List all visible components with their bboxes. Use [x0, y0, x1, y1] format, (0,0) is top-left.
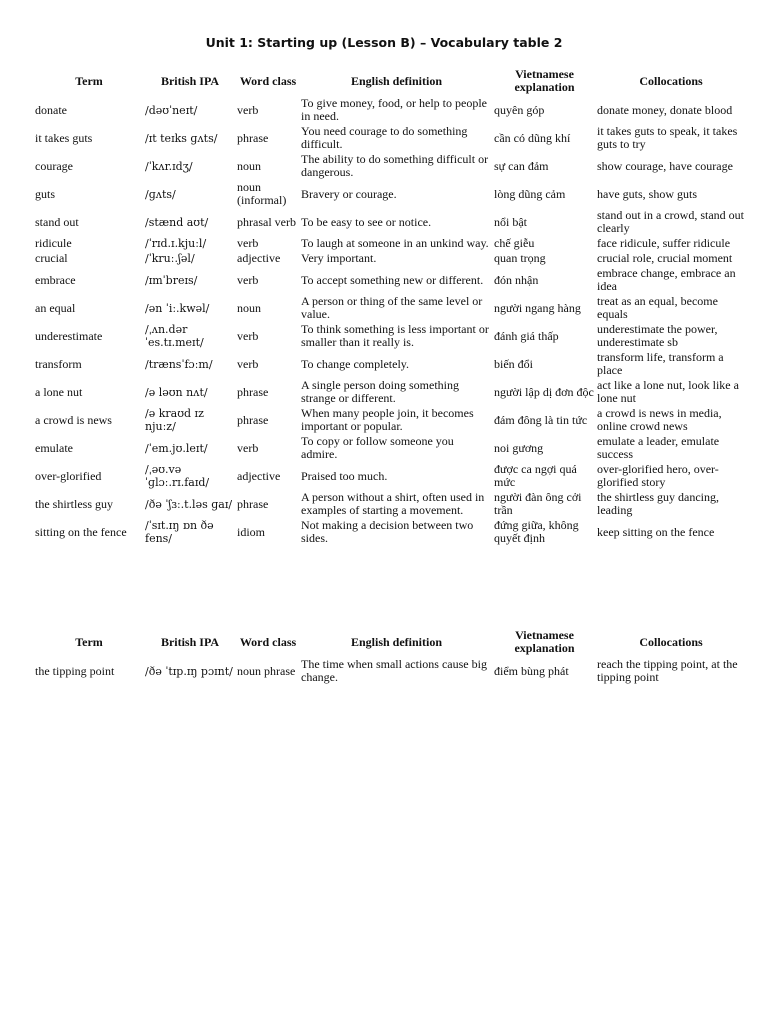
cell-vietnamese: cần có dũng khí — [494, 130, 571, 145]
table-header-row — [34, 66, 746, 96]
cell-ipa: /stænd aʊt/ — [145, 215, 209, 229]
table-row — [34, 208, 746, 236]
cell-collocations: show courage, have courage — [597, 158, 733, 173]
cell-ipa: /ɪmˈbreɪs/ — [145, 273, 198, 287]
cell-term: a lone nut — [35, 384, 83, 399]
cell-word-class: verb — [237, 102, 259, 117]
cell-ipa: /trænsˈfɔːm/ — [145, 357, 213, 371]
cell-definition: To accept something new or different. — [301, 272, 484, 287]
cell-vietnamese: chế giễu — [494, 236, 535, 250]
cell-definition: A person or thing of the same level or value. — [301, 294, 483, 321]
cell-term: donate — [35, 102, 67, 117]
cell-ipa: /ˌʌn.dərˈes.tɪ.meɪt/ — [145, 323, 204, 349]
table-row — [34, 124, 746, 152]
cell-definition: Praised too much. — [301, 468, 388, 483]
table-row — [34, 180, 746, 208]
cell-collocations: underestimate the power, underestimate sb — [597, 322, 718, 349]
table-row — [34, 657, 746, 685]
cell-definition: To think something is less important or smaller than it really is. — [301, 322, 489, 349]
header-definition: English definition — [350, 634, 443, 649]
cell-term: emulate — [35, 440, 73, 455]
cell-definition: You need courage to do something difficult. — [301, 124, 468, 151]
cell-term: ridicule — [35, 236, 72, 250]
header-word-class: Word class — [239, 73, 297, 88]
table-row — [34, 462, 746, 490]
header-vietnamese: Vietnamese explanation — [514, 628, 575, 655]
table-row — [34, 236, 746, 251]
cell-definition: Very important. — [301, 251, 377, 265]
cell-term: sitting on the fence — [35, 524, 127, 539]
cell-collocations: reach the tipping point, at the tipping point — [597, 657, 738, 684]
table-row — [34, 294, 746, 322]
cell-word-class: adjective — [237, 468, 281, 483]
cell-definition: Bravery or courage. — [301, 186, 397, 201]
cell-vietnamese: noi gương — [494, 440, 544, 455]
cell-vietnamese: người lập dị đơn độc — [494, 384, 594, 399]
table-row — [34, 96, 746, 124]
cell-vietnamese: người ngang hàng — [494, 300, 581, 315]
cell-vietnamese: quyên góp — [494, 102, 545, 117]
table-header-row — [34, 627, 746, 657]
cell-ipa: /ɡʌts/ — [145, 187, 176, 201]
cell-ipa: /dəʊˈneɪt/ — [145, 103, 198, 117]
cell-collocations: crucial role, crucial moment — [597, 251, 733, 265]
table-row — [34, 322, 746, 350]
table-row — [34, 406, 746, 434]
cell-collocations: the shirtless guy dancing, leading — [597, 490, 719, 517]
cell-collocations: donate money, donate blood — [597, 102, 733, 117]
cell-word-class: adjective — [237, 251, 281, 265]
cell-collocations: treat as an equal, become equals — [597, 294, 718, 321]
cell-word-class: phrase — [237, 412, 269, 427]
cell-vietnamese: đánh giá thấp — [494, 328, 559, 343]
cell-term: underestimate — [35, 328, 103, 343]
cell-definition: To change completely. — [301, 356, 410, 371]
header-term: Term — [75, 73, 103, 88]
cell-collocations: it takes guts to speak, it takes guts to try — [597, 124, 738, 151]
cell-vietnamese: đứng giữa, không quyết định — [494, 518, 579, 545]
cell-vietnamese: người đàn ông cởi trần — [494, 490, 582, 517]
table-row — [34, 490, 746, 518]
cell-definition: To laugh at someone in an unkind way. — [301, 236, 489, 250]
cell-word-class: phrase — [237, 496, 269, 511]
cell-ipa: /ˈkʌr.ɪdʒ/ — [145, 159, 193, 173]
cell-term: the shirtless guy — [35, 496, 113, 511]
cell-ipa: /ə ləʊn nʌt/ — [145, 385, 208, 399]
vocabulary-table — [34, 66, 746, 546]
cell-term: it takes guts — [35, 130, 93, 145]
cell-vietnamese: điểm bùng phát — [494, 663, 569, 678]
cell-term: a crowd is news — [35, 412, 112, 427]
header-vietnamese: Vietnamese explanation — [514, 67, 575, 94]
cell-ipa: /ən ˈiː.kwəl/ — [145, 301, 210, 315]
cell-term: transform — [35, 356, 82, 371]
cell-vietnamese: sự can đảm — [494, 158, 549, 173]
header-ipa: British IPA — [160, 73, 220, 88]
table-row — [34, 152, 746, 180]
cell-collocations: over-glorified hero, over-glorified story — [597, 462, 719, 489]
table-row — [34, 251, 746, 266]
header-definition: English definition — [350, 73, 443, 88]
cell-term: guts — [35, 186, 56, 201]
cell-word-class: verb — [237, 272, 259, 287]
cell-collocations: a crowd is news in media, online crowd news — [597, 406, 722, 433]
cell-definition: A person without a shirt, often used in examples of starting a movement. — [301, 490, 485, 517]
table-row — [34, 350, 746, 378]
cell-vietnamese: biến đổi — [494, 356, 533, 371]
cell-definition: A single person doing something strange or different. — [301, 378, 459, 405]
cell-word-class: verb — [237, 236, 259, 250]
header-collocations: Collocations — [639, 634, 703, 649]
cell-ipa: /ɪt teɪks ɡʌts/ — [145, 131, 218, 145]
cell-word-class: idiom — [237, 524, 266, 539]
cell-ipa: /ˈrɪd.ɪ.kjuːl/ — [145, 237, 207, 250]
header-collocations: Collocations — [639, 73, 703, 88]
cell-collocations: act like a lone nut, look like a lone nut — [597, 378, 739, 405]
cell-word-class: phrase — [237, 130, 269, 145]
cell-word-class: phrasal verb — [237, 214, 296, 229]
table-row — [34, 378, 746, 406]
cell-word-class: verb — [237, 440, 259, 455]
cell-term: courage — [35, 158, 73, 173]
cell-ipa: /ə kraʊd ɪz njuːz/ — [145, 407, 204, 433]
cell-collocations: emulate a leader, emulate success — [597, 434, 720, 461]
cell-term: embrace — [35, 272, 76, 287]
cell-term: stand out — [35, 214, 79, 229]
cell-ipa: /ˈkruː.ʃəl/ — [145, 252, 195, 265]
cell-vietnamese: đám đông là tin tức — [494, 412, 588, 427]
vocabulary-table-continued — [34, 627, 746, 685]
cell-word-class: noun — [237, 158, 261, 173]
cell-ipa: /ˌəʊ.vəˈɡlɔː.rɪ.faɪd/ — [145, 463, 210, 489]
cell-ipa: /ˈsɪt.ɪŋ ɒn ðə fens/ — [145, 519, 214, 545]
cell-word-class: verb — [237, 328, 259, 343]
cell-term: an equal — [35, 300, 76, 315]
table-body — [34, 657, 746, 685]
page-title: Unit 1: Starting up (Lesson B) – Vocabulary table 2 — [205, 35, 563, 50]
cell-definition: The ability to do something difficult or dangerous. — [301, 152, 489, 179]
cell-collocations: transform life, transform a place — [597, 350, 724, 377]
cell-collocations: stand out in a crowd, stand out clearly — [597, 208, 744, 235]
cell-definition: Not making a decision between two sides. — [301, 518, 474, 545]
cell-vietnamese: quan trọng — [494, 251, 546, 265]
table-body — [34, 96, 746, 546]
table-row — [34, 266, 746, 294]
cell-ipa: /ðə ˈʃɜː.t.ləs ɡaɪ/ — [145, 497, 233, 511]
cell-word-class: noun — [237, 300, 261, 315]
cell-definition: The time when small actions cause big change. — [301, 657, 487, 684]
header-word-class: Word class — [239, 634, 297, 649]
cell-definition: When many people join, it becomes important or popular. — [301, 406, 474, 433]
cell-ipa: /ðə ˈtɪp.ɪŋ pɔɪnt/ — [145, 664, 233, 678]
cell-vietnamese: nổi bật — [494, 214, 527, 229]
cell-term: the tipping point — [35, 663, 115, 678]
header-ipa: British IPA — [160, 634, 220, 649]
cell-collocations: embrace change, embrace an idea — [597, 266, 736, 293]
table-row — [34, 434, 746, 462]
cell-ipa: /ˈem.jʊ.leɪt/ — [145, 441, 208, 455]
cell-term: crucial — [35, 251, 68, 265]
cell-vietnamese: lòng dũng cảm — [494, 186, 566, 201]
cell-definition: To give money, food, or help to people in need. — [301, 96, 488, 123]
cell-word-class: noun (informal) — [237, 180, 287, 207]
cell-word-class: verb — [237, 356, 259, 371]
header-term: Term — [75, 634, 103, 649]
cell-definition: To be easy to see or notice. — [301, 214, 432, 229]
cell-definition: To copy or follow someone you admire. — [301, 434, 454, 461]
table-row — [34, 518, 746, 546]
cell-word-class: phrase — [237, 384, 269, 399]
cell-collocations: face ridicule, suffer ridicule — [597, 236, 731, 250]
cell-term: over-glorified — [35, 468, 102, 483]
cell-word-class: noun phrase — [237, 663, 296, 678]
cell-vietnamese: được ca ngợi quá mức — [494, 462, 577, 489]
cell-collocations: keep sitting on the fence — [597, 524, 715, 539]
cell-vietnamese: đón nhận — [494, 272, 539, 287]
cell-collocations: have guts, show guts — [597, 186, 697, 201]
